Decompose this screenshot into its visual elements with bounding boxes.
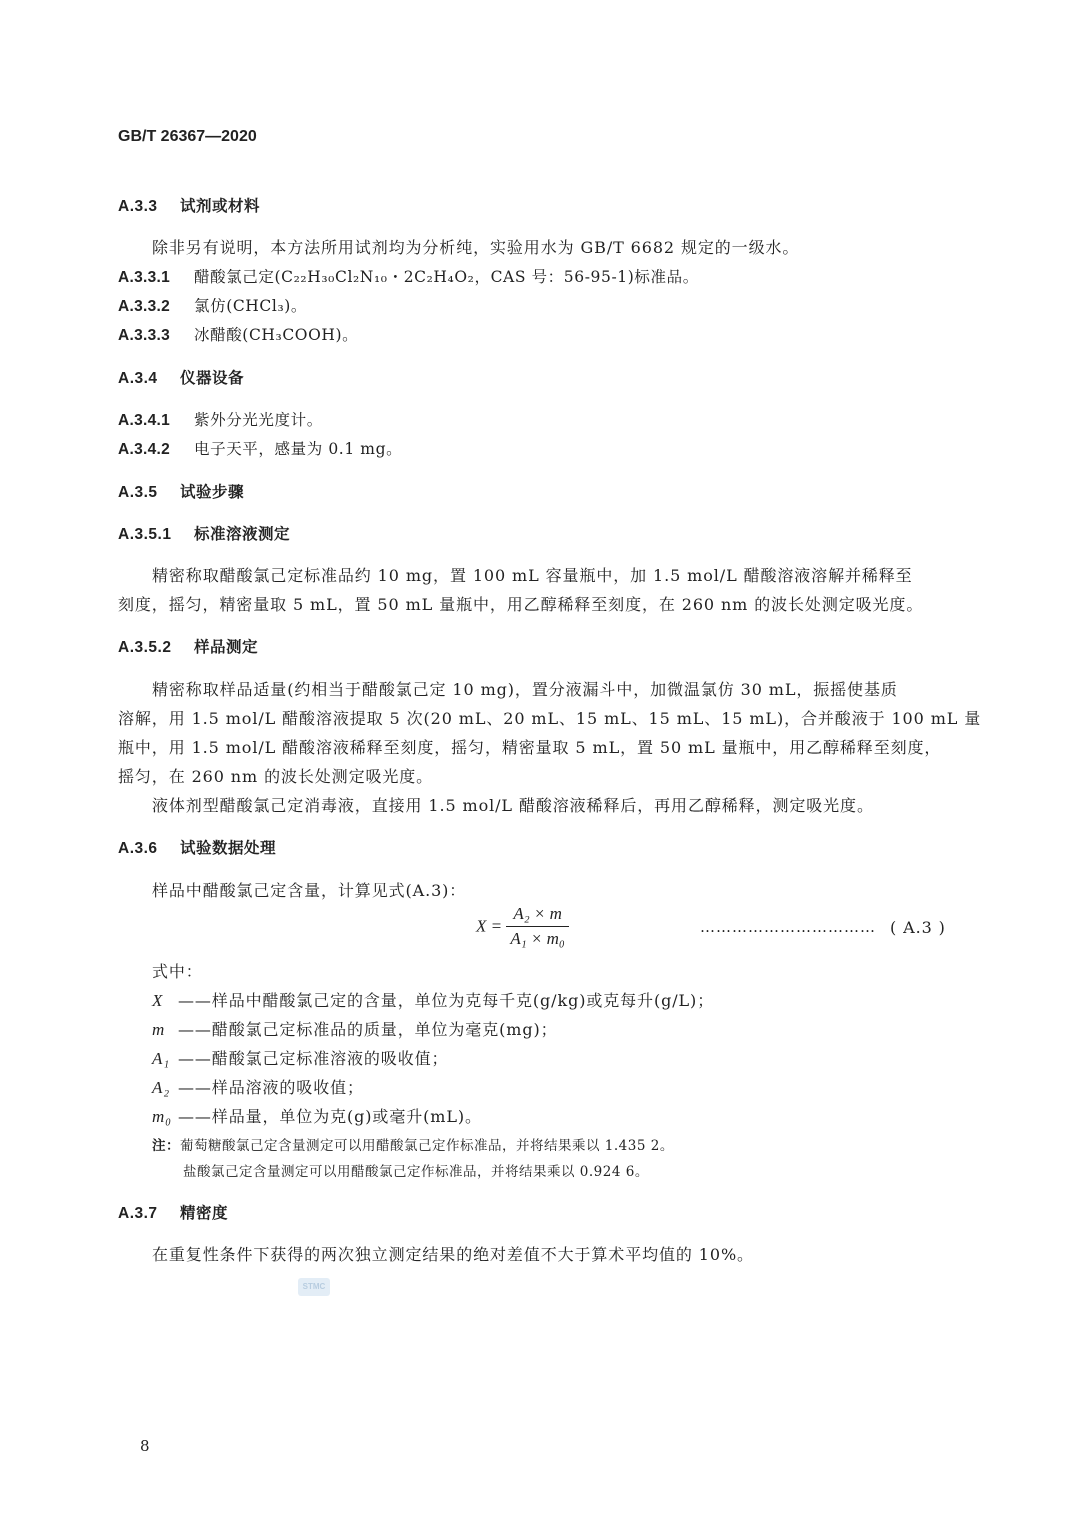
formula-numerator: A₂ × m (506, 904, 568, 927)
paragraph-line: 刻度，摇匀，精密量取 5 mL，置 50 mL 量瓶中，用乙醇稀释至刻度，在 260 nm 的波长处测定吸光度。 (118, 595, 924, 614)
section-title: 精密度 (180, 1205, 229, 1222)
list-item (118, 294, 307, 316)
variable-description: ——样品量，单位为克(g)或毫升(mL)。 (178, 1107, 482, 1126)
formula-leader-dots: …………………………… (700, 918, 876, 936)
section-heading-a335 (118, 480, 244, 502)
variable-description: ——样品中醋酸氯己定的含量，单位为克每千克(g/kg)或克每升(g/L)； (178, 991, 715, 1010)
variable-definition (152, 986, 714, 1016)
section-title: 试验步骤 (180, 484, 245, 501)
paragraph: 除非另有说明，本方法所用试剂均为分析纯，实验用水为 GB/T 6682 规定的一级水。 (152, 238, 800, 257)
paragraph-line: 瓶中，用 1.5 mol/L 醋酸溶液稀释至刻度，摇匀，精密量取 5 mL，置 50 mL 量瓶中，用乙醇稀释至刻度， (118, 738, 942, 757)
paragraph: 样品中醋酸氯己定含量，计算见式(A.3)： (152, 881, 467, 900)
section-number: A.3.6 (118, 840, 158, 857)
formula-label: ( A.3 ) (890, 918, 946, 937)
subsection-number: A.3.5.2 (118, 639, 172, 656)
section-number: A.3.5 (118, 484, 158, 501)
item-text: 醋酸氯己定(C₂₂H₃₀Cl₂N₁₀・2C₂H₄O₂，CAS 号：56-95-1)标准品。 (194, 268, 699, 286)
variable-definition (152, 1015, 558, 1045)
section-heading-a336 (118, 836, 276, 858)
section-title: 试剂或材料 (180, 198, 261, 215)
list-item (118, 323, 358, 345)
variable-definition (152, 1044, 448, 1074)
paragraph-line: 精密称取醋酸氯己定标准品约 10 mg，置 100 mL 容量瓶中，加 1.5 mol/L 醋酸溶液溶解并稀释至 (152, 566, 913, 585)
list-item (118, 437, 402, 459)
item-number: A.3.3.2 (118, 298, 171, 315)
subsection-number: A.3.5.1 (118, 526, 172, 543)
formula (476, 904, 569, 949)
section-number: A.3.4 (118, 370, 158, 387)
item-number: A.3.4.2 (118, 441, 171, 458)
item-text: 冰醋酸(CH₃COOH)。 (194, 326, 359, 344)
watermark-logo: STMC (298, 1278, 330, 1296)
subsection-heading-a3351 (118, 522, 290, 544)
item-text: 紫外分光光度计。 (194, 411, 323, 429)
paragraph: 液体剂型醋酸氯己定消毒液，直接用 1.5 mol/L 醋酸溶液稀释后，再用乙醇稀释，测定吸光度。 (152, 796, 874, 815)
item-number: A.3.3.1 (118, 269, 171, 286)
section-title: 试验数据处理 (180, 840, 277, 857)
formula-lhs: X = (476, 916, 503, 936)
variable-symbol: m₀ (152, 1107, 172, 1126)
item-text: 电子天平，感量为 0.1 mg。 (194, 440, 403, 458)
list-item (118, 408, 323, 430)
note-label: 注： (152, 1138, 180, 1153)
subsection-heading-a3352 (118, 635, 258, 657)
section-heading-a337 (118, 1201, 228, 1223)
formula-fraction (506, 904, 568, 949)
item-text: 氯仿(CHCl₃)。 (194, 297, 308, 315)
subsection-title: 样品测定 (194, 639, 259, 656)
subsection-title: 标准溶液测定 (194, 526, 291, 543)
where-label: 式中： (152, 962, 203, 981)
paragraph-line: 精密称取样品适量(约相当于醋酸氯己定 10 mg)，置分液漏斗中，加微温氯仿 30 mL，振摇使基质 (152, 680, 898, 699)
page-number: 8 (140, 1437, 150, 1455)
section-heading-a334 (118, 366, 244, 388)
item-number: A.3.4.1 (118, 412, 171, 429)
section-number: A.3.3 (118, 198, 158, 215)
variable-symbol: X (152, 991, 164, 1010)
section-title: 仪器设备 (180, 370, 245, 387)
variable-symbol: A₂ (152, 1078, 171, 1097)
standard-code: GB/T 26367—2020 (118, 128, 257, 145)
variable-symbol: m (152, 1020, 166, 1039)
variable-description: ——样品溶液的吸收值； (178, 1078, 364, 1097)
item-number: A.3.3.3 (118, 327, 171, 344)
formula-denominator: A₁ × m₀ (510, 929, 565, 948)
variable-description: ——醋酸氯己定标准溶液的吸收值； (178, 1049, 449, 1068)
list-item (118, 265, 699, 287)
variable-definition (152, 1102, 482, 1132)
paragraph-line: 摇匀，在 260 nm 的波长处测定吸光度。 (118, 767, 434, 786)
paragraph: 在重复性条件下获得的两次独立测定结果的绝对差值不大于算术平均值的 10%。 (152, 1245, 754, 1264)
note-text: 葡萄糖酸氯己定含量测定可以用醋酸氯己定作标准品，并将结果乘以 1.435 2。 (180, 1138, 674, 1154)
section-number: A.3.7 (118, 1205, 158, 1222)
variable-symbol: A₁ (152, 1049, 171, 1068)
section-heading-a333 (118, 194, 260, 216)
variable-description: ——醋酸氯己定标准品的质量，单位为毫克(mg)； (178, 1020, 558, 1039)
paragraph-line: 溶解，用 1.5 mol/L 醋酸溶液提取 5 次(20 mL、20 mL、15 mL、15 mL、15 mL)，合并酸液于 100 mL 量 (118, 709, 982, 728)
note (152, 1134, 674, 1154)
variable-definition (152, 1073, 364, 1103)
note-text-2: 盐酸氯己定含量测定可以用醋酸氯己定作标准品，并将结果乘以 0.924 6。 (183, 1164, 649, 1180)
